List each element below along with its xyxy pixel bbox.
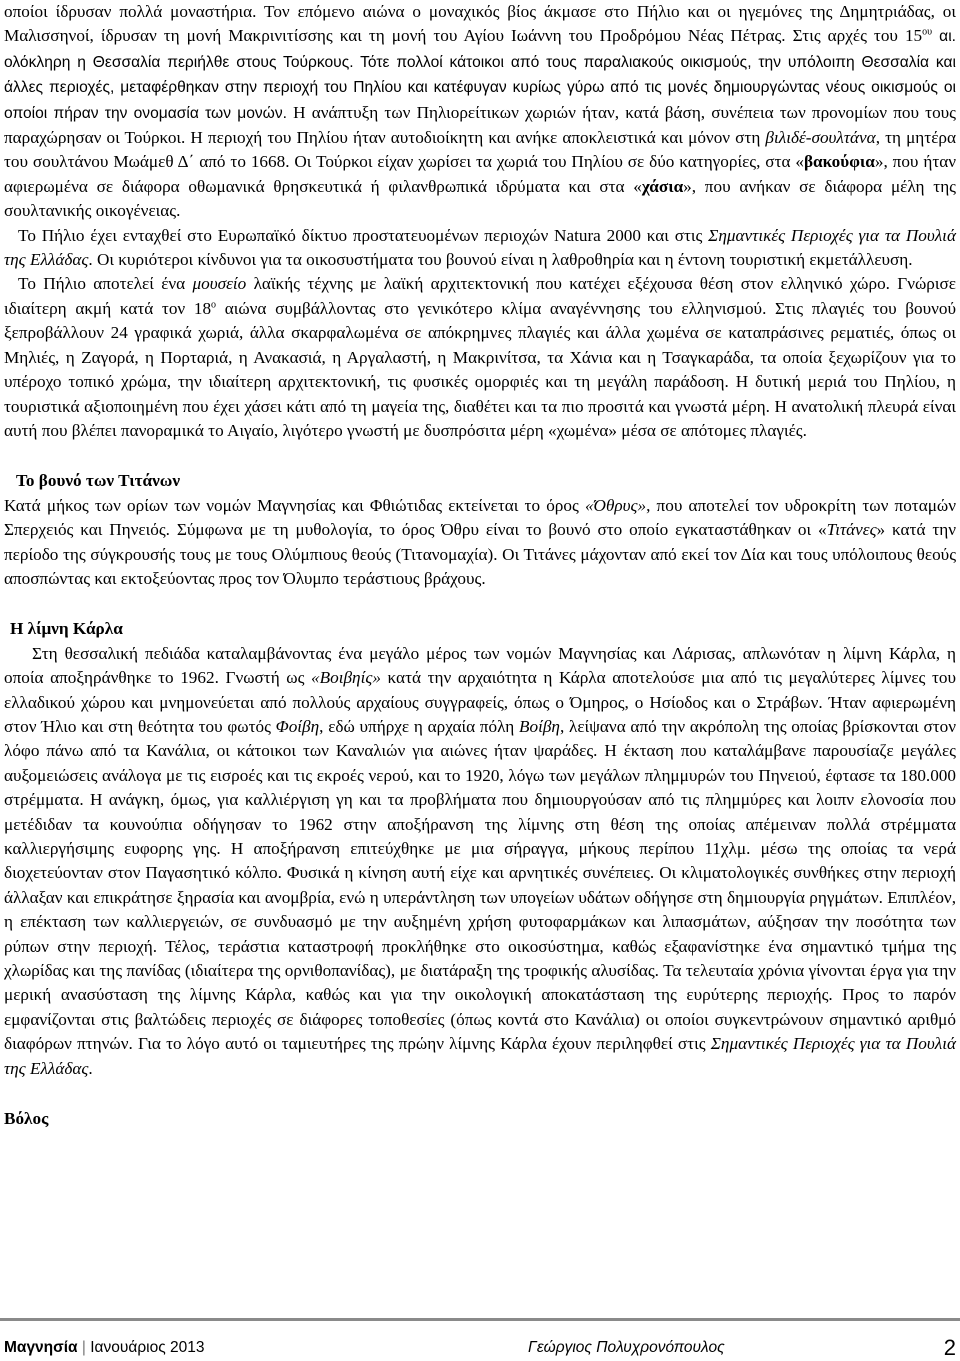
text-run: », που ανήκαν σε διάφορα μέλη της σουλτανικής οικογένειας.: [4, 176, 956, 221]
karla-paragraph: [4, 642, 956, 1081]
footer-region: Μαγνησία: [4, 1339, 78, 1356]
text-run: , λείψανα από την ακρόπολη της οποίας βρίσκονται στον λόφο πάνω από τα Κανάλια, οι κάτοικοι των Καναλιών για αιώνες ήταν ψαράδες. Η έκταση που καταλάμβανε παρουσίαζε μεγάλες αυξομειώσεις ανάλογα με τις εισροές και τις εκροές νερού, και το 1920, λόγω των μεγάλων πλημμυρών του Πηνειού, έφτασε τα 180.000 στρέμματα. Η ανάγκη, όμως, για καλλιέργιση γη και τα προβλήματα που δημιουργούσαν από τις πλημμύρες και λοιπν ελονοσία που μετέδιδαν τα κουνούπια οδήγησαν το 1962 στην αποξήρανση της λίμνης στη θέση της οποίας απέμειναν πολλά στρέμματα καλλιεργήσιμης ευφορης γης. Η αποξήρανση επιτεύχθηκε με μια σήραγγα, μήκους περίπου 11χλμ. μέσω της οποίας τα νερά διοχετεύονταν στον Παγασητικό κόλπο. Φυσικά η κίνηση αυτή είχε και αρνητικές συνέπειες. Οι κλιματολογικές συνθήκες στην περιοχή άλλαξαν και επικράτησε ξηρασία και ανομβρία, ενώ η υπεράντληση των υπογείων υδάτων οδήγησε στη δημιουργία ρηγμάτων. Επιπλέον, η επέκταση των καλλιεργειών, σε συνδυασμό με την αυξημένη χρήση φυτοφαρμάκων και λιπασμάτων, αύξησαν την ποσότητα των ρύπων στην περιοχή. Τέλος, τεράστια καταστροφή προκλήθηκε στο οικοσύστημα, καθώς εξαφανίστηκε ένα σημαντικό τμήμα της χλωρίδας και της πανίδας (ιδιαίτερα της ορνιθοπανίδας), με διατάραξη της τροφικής αλυσίδας. Τα τελευταία χρόνια γίνονται έργα για την μερική ανασύσταση της λίμνης Κάρλα, καθώς και για την οικολογική αποκατάσταση της ευρύτερης περιοχής. Προς το παρόν εμφανίζονται στις βαλτώδεις περιοχές σε διάφορες τοποθεσίες (όπως κοντά στο Κανάλια) οι οποίοι συγκεντρώνουν σημαντικό αριθμό διαφόρων πτηνών. Για το λόγο αυτό οι ταμιευτήρες της πρώην λίμνης Κάρλα έχουν περιληφθεί στις: [4, 716, 956, 1054]
italic-term: Τιτάνες: [826, 520, 877, 540]
text-run: Στη θεσσαλική πεδιάδα καταλαμβάνοντας ένα μεγάλο μέρος των νομών Μαγνησίας και Λάρισας, απλωνόταν η λίμνη Κάρλα, η οποία αποξηράνθηκε το 1962. Γνωστή ως: [4, 643, 956, 688]
section-heading-karla: Η λίμνη Κάρλα: [10, 619, 123, 639]
superscript: ο: [211, 299, 217, 311]
italic-term: Σημαντικές Περιοχές για τα Πουλιά της Ελλάδας: [4, 225, 956, 270]
text-run: » κατά την περίοδο της σύγκρουσής τους με τους Ολύμπιους θεούς (Τιτανομαχία). Οι Τιτάνες μάχονταν από εκεί τον Δία και τους υπόλοιπους θεούς αποσπώντας και εκτοξεύοντας προς τον Όλυμπο τεράστιους βράχους.: [4, 520, 956, 588]
titans-paragraph: [4, 494, 956, 592]
text-run: », που ήταν αφιερωμένα σε διάφορα οθωμανικά θρησκευτικά ή φιλανθρωπικά ιδρύματα και στα «: [4, 152, 957, 196]
page-number: 2: [943, 1335, 956, 1360]
text-run: Το Πήλιο έχει ενταχθεί στο Ευρωπαϊκό δίκτυο προστατευομένων περιοχών Natura 2000 και στις: [18, 225, 709, 245]
text-run: .: [88, 1058, 93, 1078]
text-run: Κατά μήκος των ορίων των νομών Μαγνησίας και Φθιώτιδας εκτείνεται το όρος: [4, 495, 585, 515]
italic-term: «Όθρυς»: [584, 495, 647, 515]
superscript: ου: [922, 26, 933, 38]
text-run: οποίοι ίδρυσαν πολλά μοναστήρια. Τον επόμενο αιώνα ο μοναχικός βίος άκμασε στο Πήλιο και οι ηγεμόνες της Δημητριάδας, οι Μαλισσηνοί, ίδρυσαν τη μονή Μακρινιτίσσης και τη μονή του Αγίου Ιωάννη του Προδρόμου Νέας Πέτρας. Στις αρχές του 15: [4, 2, 956, 46]
text-run: , τη μητέρα του σουλτάνου Μωάμεθ Δ΄ από το 1668. Οι Τούρκοι είχαν χωρίσει τα χωριά του Πηλίου σε δύο κατηγορίες, στα «: [4, 128, 956, 172]
document-page: [4, 0, 956, 1131]
italic-term: μουσείο: [192, 274, 247, 294]
text-run: , εδώ υπήρχε η αρχαία πόλη: [319, 716, 519, 736]
italic-term: Φοίβη: [275, 716, 320, 736]
footer-separator: |: [81, 1339, 86, 1356]
intro-paragraph: [4, 0, 956, 224]
section-heading-titans: Το βουνό των Τιτάνων: [16, 471, 181, 491]
bold-term: χάσια: [641, 176, 684, 196]
text-run: . Οι κυριότεροι κίνδυνοι για τα οικοσυστήματα του βουνού είναι η λαθροθηρία και η έντονη τουριστική εκμετάλλευση.: [88, 250, 913, 270]
italic-term: Βοίβη: [518, 716, 560, 736]
text-run: κατά την αρχαιότητα η Κάρλα αποτελούσε μια από τις μεγαλύτερες λίμνες του ελλαδικού χώρου και μνημονεύεται από πολλούς αρχαίους συγγραφείς, όπως ο Όμηρος, ο Ησίοδος και ο Στράβων. Ήταν αφιερωμένη στον Ήλιο και στη θεότητα του φωτός: [4, 668, 956, 736]
section-heading-volos: Βόλος: [4, 1109, 49, 1129]
text-run: λαϊκής τέχνης με λαϊκή αρχιτεκτονική που κατέχει εξέχουσα θέση στον ελληνικό χώρο. Γνώρισε ιδιαίτερη ακμή κατά τον 18: [4, 274, 956, 318]
page-footer: [0, 1318, 960, 1361]
folk-art-paragraph: [4, 272, 956, 443]
text-run: αι. ολόκληρη η Θεσσαλία περιήλθε στους Τούρκους. Τότε πολλοί κάτοικοι από τους παραλιακούς οικισμούς, την υπόλοιπη Θεσσαλία και άλλες περιοχές, μεταφέρθηκαν στην περιοχή του Πηλίου και κατέφυγαν κυρίως γύρω από τις μονές δημιουργώντας νέους οικισμούς οι οποίοι πήραν την ονομασία των μονών.: [4, 28, 956, 122]
footer-left: [4, 1339, 204, 1357]
footer-author: Γεώργιος Πολυχρονόπουλος: [528, 1339, 725, 1356]
text-run: Η ανάπτυξη των Πηλιορείτικων χωριών ήταν, κατά βάση, συνέπεια των προνομίων που τους παραχώρησαν οι Τούρκοι. Η περιοχή του Πηλίου ήταν αυτοδιοίκητη και ανήκε αποκλειστικά και μόνον στη: [4, 102, 956, 148]
italic-term: βιλιδέ-σουλτάνα: [765, 128, 876, 148]
text-run: , που αποτελεί τον υδροκρίτη των ποταμών Σπερχειός και Πηνειός. Σύμφωνα με τη μυθολογία, το όρος Όθρυ είναι το βουνό στο οποίο εγκαταστάθηκαν οι «: [4, 495, 957, 540]
text-run: Το Πήλιο αποτελεί ένα: [18, 274, 193, 294]
text-run: αιώνα συμβάλλοντας στο γενικότερο κλίμα αναγέννησης του ελληνισμού. Στις πλαγιές του βουνού ξεπροβάλλουν 24 γραφικά χωριά, άλλα σκαρφαλωμένα σε απόκρημνες πλαγιές και άλλα χωμένα σε καταπράσινες ρεματιές, όπως οι Μηλιές, η Ζαγορά, η Πορταριά, η Ανακασιά, η Αργαλαστή, η Μακρινίτσα, τα Χάνια και η Τσαγκαράδα, τα οποία ξεχωρίζουν για το υπέροχο τοπικό χρώμα, την ιδιαίτερη αρχιτεκτονική, τις φυσικές ομορφιές και τη μεγάλη παράδοση. Η δυτική μεριά του Πηλίου, η τουριστικά αξιοποιημένη που έχει χάσει κάτι από τη μαγεία της, διαθέτει και τα πιο προσιτά και γνωστά μέρη. Η ανατολική πλευρά είναι αυτή που βλέπει πανοραμικά το Αιγαίο, λιγότερο γνωστή με δυσπρόσιτα μέρη «χωμένα» μέσα σε απότομες πλαγιές.: [4, 298, 956, 440]
italic-term: Σημαντικές Περιοχές για τα Πουλιά της Ελλάδας: [4, 1034, 956, 1078]
italic-term: «Βοιβηίς»: [311, 668, 381, 688]
footer-date: Ιανουάριος 2013: [90, 1339, 205, 1356]
natura-paragraph: [4, 224, 956, 273]
bold-term: βακούφια: [803, 152, 875, 172]
